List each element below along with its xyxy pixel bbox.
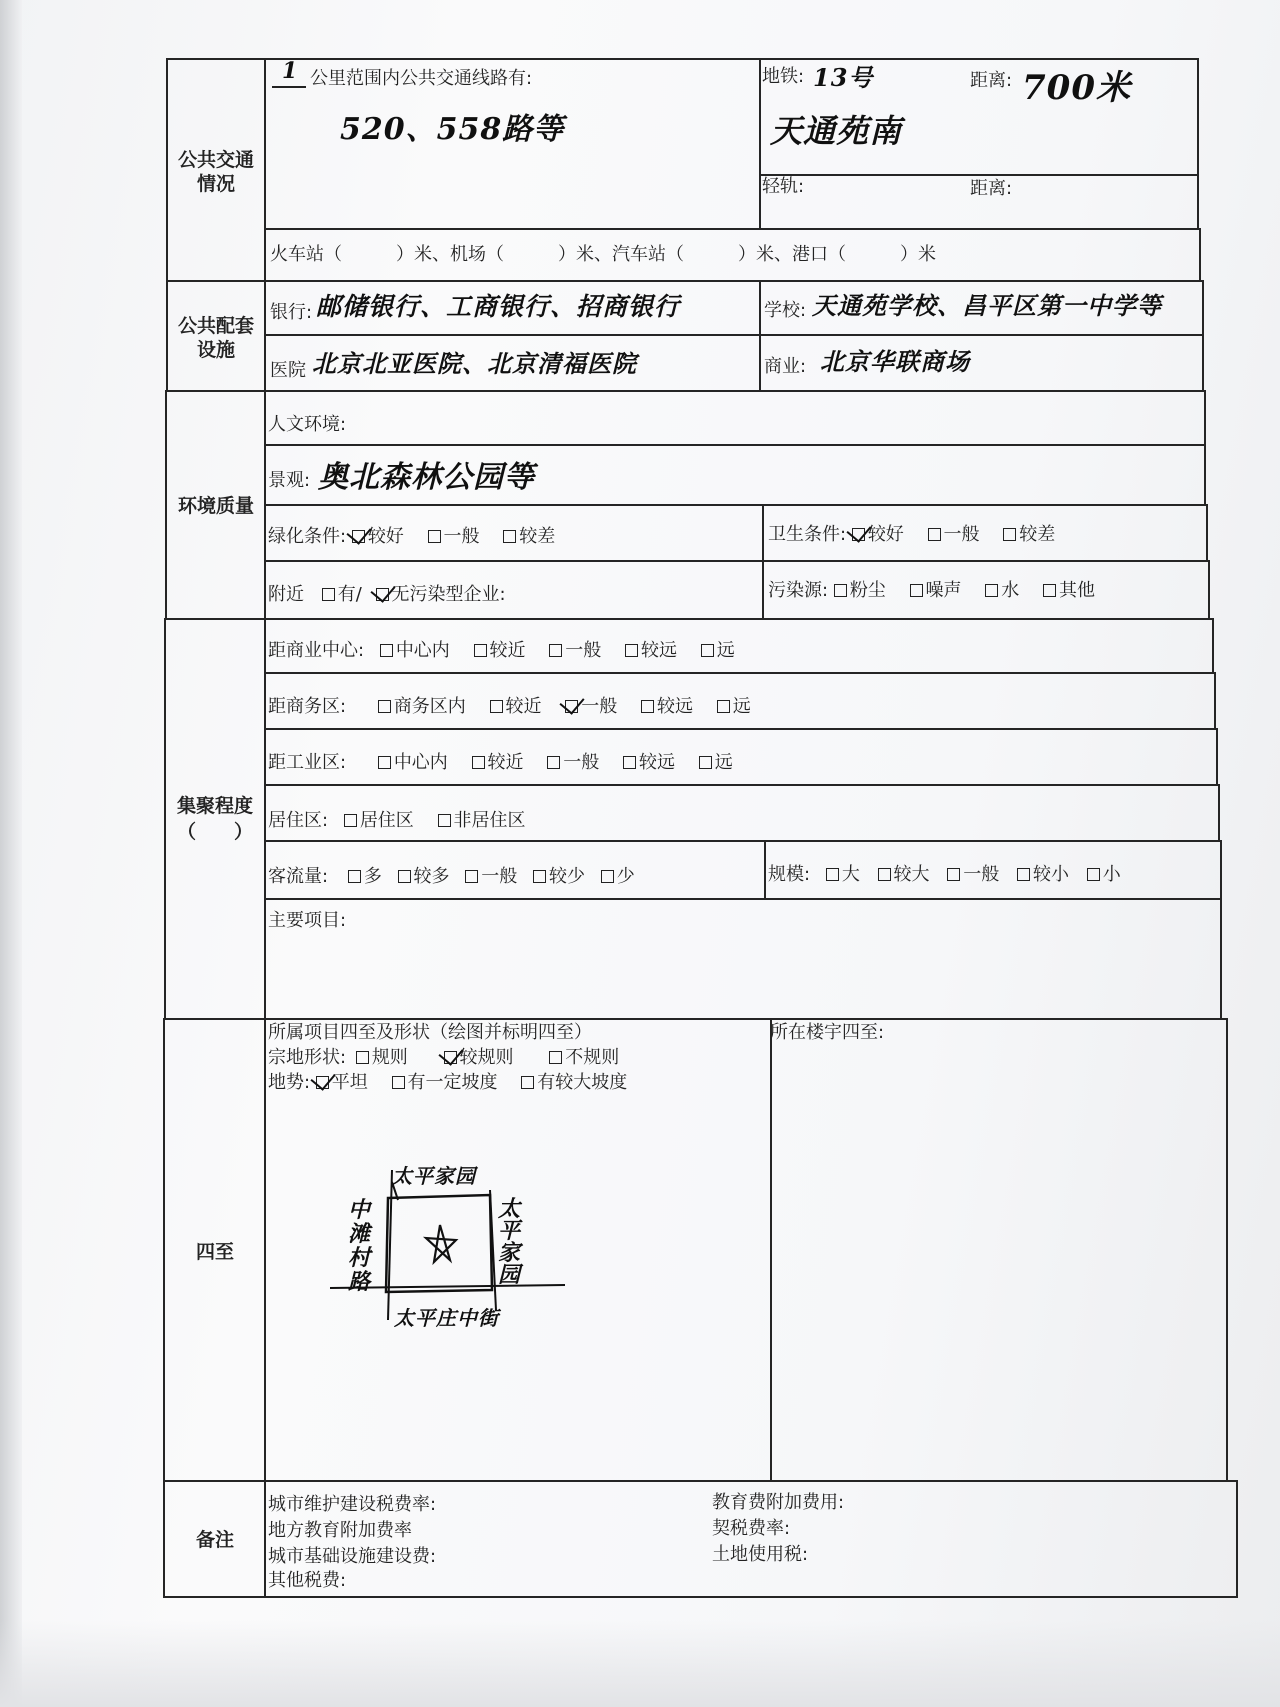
checkbox[interactable] bbox=[717, 700, 730, 713]
land-tax: 土地使用税: bbox=[712, 1544, 809, 1565]
scale-label: 规模: bbox=[768, 864, 811, 885]
green-option-good[interactable]: 较好 bbox=[352, 522, 404, 548]
light-rail-label: 轻轨: bbox=[762, 176, 805, 197]
bank-label: 银行: bbox=[270, 302, 313, 323]
bus-value: 520、558路等 bbox=[340, 112, 565, 147]
nearby-no: 无污染型企业: bbox=[391, 584, 506, 605]
residential-option[interactable]: 非居住区 bbox=[438, 806, 526, 832]
commercial-option[interactable]: 远 bbox=[701, 636, 735, 662]
checkbox[interactable] bbox=[322, 588, 335, 601]
residential-label: 居住区: bbox=[268, 810, 329, 831]
industrial-option[interactable]: 较远 bbox=[623, 748, 675, 774]
commercial-option[interactable]: 较远 bbox=[625, 636, 677, 662]
commercial-option[interactable]: 中心内 bbox=[380, 636, 450, 662]
checkbox[interactable] bbox=[533, 870, 546, 883]
pollution-option-noise[interactable]: 噪声 bbox=[910, 576, 962, 602]
commercial-option[interactable]: 一般 bbox=[549, 636, 601, 662]
checkbox-checked[interactable] bbox=[316, 1076, 329, 1089]
business-option[interactable]: 较远 bbox=[641, 692, 693, 718]
nearby-yes: 有/ bbox=[337, 584, 362, 605]
checkbox[interactable] bbox=[472, 756, 485, 769]
subway-label: 地铁: bbox=[762, 66, 805, 87]
sanitation-row bbox=[768, 520, 1073, 546]
checkbox[interactable] bbox=[438, 814, 451, 827]
shape-title: 所属项目四至及形状（绘图并标明四至） bbox=[268, 1022, 592, 1043]
sketch-south: 太平庄中街 bbox=[394, 1306, 499, 1330]
landscape-value: 奥北森林公园等 bbox=[318, 460, 535, 495]
checkbox[interactable] bbox=[521, 1076, 534, 1089]
industrial-option[interactable]: 中心内 bbox=[378, 748, 448, 774]
shape-option[interactable]: 不规则 bbox=[549, 1043, 619, 1069]
pollution-option-dust[interactable]: 粉尘 bbox=[834, 576, 886, 602]
industrial-option[interactable]: 较近 bbox=[472, 748, 524, 774]
checkbox[interactable] bbox=[490, 700, 503, 713]
sketch-east: 太平家园 bbox=[498, 1196, 522, 1288]
checkbox[interactable] bbox=[503, 530, 516, 543]
terrain-row bbox=[268, 1068, 645, 1094]
projects-cell bbox=[264, 898, 1222, 1020]
industrial-option[interactable]: 一般 bbox=[547, 748, 599, 774]
checkbox[interactable] bbox=[1003, 528, 1016, 541]
bank-value: 邮储银行、工商银行、招商银行 bbox=[316, 292, 681, 321]
checkbox-checked[interactable] bbox=[444, 1051, 457, 1064]
business-option[interactable]: 商务区内 bbox=[378, 692, 466, 718]
commerce-value: 北京华联商场 bbox=[820, 347, 970, 376]
industrial-option[interactable]: 远 bbox=[699, 748, 733, 774]
page-bottom-shadow bbox=[0, 1620, 1280, 1707]
hospital-label: 医院 bbox=[270, 360, 306, 381]
sanitation-label: 卫生条件: bbox=[768, 524, 847, 545]
notes-section-label: 备注 bbox=[195, 1529, 234, 1551]
green-row bbox=[268, 522, 573, 548]
agglomeration-section-label: 集聚程度 bbox=[176, 795, 253, 817]
scale-option[interactable]: 大 bbox=[826, 860, 860, 886]
green-option-average[interactable]: 一般 bbox=[428, 522, 480, 548]
traffic-option[interactable]: 较少 bbox=[533, 862, 585, 888]
terrain-option-selected[interactable]: 平坦 bbox=[316, 1068, 368, 1094]
environment-section-label: 环境质量 bbox=[177, 495, 254, 517]
checkbox[interactable] bbox=[699, 756, 712, 769]
terrain-label: 地势: bbox=[268, 1072, 311, 1093]
edu-surcharge: 教育费附加费用: bbox=[712, 1492, 845, 1513]
agglomeration-label-cell bbox=[164, 618, 266, 1020]
checkbox[interactable] bbox=[947, 868, 960, 881]
traffic-row bbox=[268, 862, 645, 888]
sketch-west: 中滩村路 bbox=[348, 1197, 372, 1295]
projects-label: 主要项目: bbox=[268, 910, 347, 931]
residential-row bbox=[268, 806, 544, 832]
other-tax: 其他税费: bbox=[268, 1570, 347, 1591]
transport-section-label: 公共交通情况 bbox=[177, 149, 254, 195]
facilities-section-label: 公共配套设施 bbox=[177, 315, 254, 361]
checkbox[interactable] bbox=[398, 870, 411, 883]
hubs-text: 火车站（ ）米、机场（ ）米、汽车站（ ）米、港口（ ）米 bbox=[270, 244, 936, 265]
terrain-option[interactable]: 有较大坡度 bbox=[521, 1068, 627, 1094]
checkbox[interactable] bbox=[625, 644, 638, 657]
checkbox[interactable] bbox=[834, 584, 847, 597]
checkbox[interactable] bbox=[826, 868, 839, 881]
culture-cell bbox=[264, 390, 1206, 446]
business-label: 距商务区: bbox=[268, 696, 347, 717]
agglomeration-paren: （ ） bbox=[176, 821, 253, 843]
boundaries-section-label: 四至 bbox=[195, 1241, 234, 1263]
nearby-row bbox=[268, 580, 506, 606]
sanitation-option-poor[interactable]: 较差 bbox=[1003, 520, 1055, 546]
checkbox-checked[interactable] bbox=[352, 530, 365, 543]
school-value: 天通苑学校、昌平区第一中学等 bbox=[812, 291, 1162, 320]
nearby-prefix: 附近 bbox=[268, 584, 304, 605]
green-option-poor[interactable]: 较差 bbox=[503, 522, 555, 548]
building-boundary-cell bbox=[770, 1018, 1228, 1482]
checkbox[interactable] bbox=[928, 528, 941, 541]
checkbox[interactable] bbox=[701, 644, 714, 657]
sanitation-option-good[interactable]: 较好 bbox=[852, 520, 904, 546]
subway-distance-label: 距离: bbox=[970, 70, 1013, 91]
subway-value: 13号 bbox=[813, 63, 874, 92]
traffic-option[interactable]: 较多 bbox=[398, 862, 450, 888]
checkbox[interactable] bbox=[1043, 584, 1056, 597]
traffic-option[interactable]: 少 bbox=[601, 862, 635, 888]
subway-distance-value: 700米 bbox=[1022, 68, 1131, 108]
scale-option[interactable]: 较大 bbox=[878, 860, 930, 886]
checkbox[interactable] bbox=[428, 530, 441, 543]
checkbox[interactable] bbox=[623, 756, 636, 769]
industrial-row bbox=[268, 748, 751, 774]
light-rail-distance-label: 距离: bbox=[970, 178, 1013, 199]
scale-option[interactable]: 较小 bbox=[1017, 860, 1069, 886]
checkbox-checked[interactable] bbox=[376, 588, 389, 601]
commercial-label: 距商业中心: bbox=[268, 640, 365, 661]
commercial-option[interactable]: 较近 bbox=[474, 636, 526, 662]
deed-tax: 契税费率: bbox=[712, 1518, 791, 1539]
traffic-option[interactable]: 多 bbox=[348, 862, 382, 888]
subway-station: 天通苑南 bbox=[770, 112, 903, 150]
pollution-option-water[interactable]: 水 bbox=[985, 576, 1019, 602]
green-label: 绿化条件: bbox=[268, 526, 347, 547]
scale-row bbox=[768, 860, 1133, 886]
sketch-north: 太平家园 bbox=[392, 1164, 476, 1188]
shape-label: 宗地形状: bbox=[268, 1047, 347, 1068]
scale-option[interactable]: 小 bbox=[1087, 860, 1121, 886]
industrial-label: 距工业区: bbox=[268, 752, 347, 773]
star-icon bbox=[426, 1225, 456, 1262]
commercial-row bbox=[268, 636, 753, 662]
commerce-label: 商业: bbox=[764, 356, 807, 377]
checkbox[interactable] bbox=[547, 756, 560, 769]
business-option[interactable]: 远 bbox=[717, 692, 751, 718]
culture-label: 人文环境: bbox=[268, 414, 347, 435]
checkbox[interactable] bbox=[878, 868, 891, 881]
checkbox[interactable] bbox=[601, 870, 614, 883]
checkbox[interactable] bbox=[344, 814, 357, 827]
sketch-left-line bbox=[388, 1170, 392, 1320]
checkbox[interactable] bbox=[474, 644, 487, 657]
local-edu: 地方教育附加费率 bbox=[268, 1520, 412, 1541]
sketch-square bbox=[386, 1195, 492, 1292]
checkbox[interactable] bbox=[1017, 868, 1030, 881]
traffic-label: 客流量: bbox=[268, 866, 329, 887]
checkbox[interactable] bbox=[465, 870, 478, 883]
shape-option[interactable]: 规则 bbox=[356, 1043, 408, 1069]
business-row bbox=[268, 692, 769, 718]
terrain-option[interactable]: 有一定坡度 bbox=[392, 1068, 498, 1094]
building-boundary-label: 所在楼宇四至: bbox=[770, 1022, 885, 1043]
landscape-label: 景观: bbox=[268, 470, 311, 491]
checkbox[interactable] bbox=[910, 584, 923, 597]
paper-edge bbox=[0, 0, 22, 1707]
business-option[interactable]: 较近 bbox=[490, 692, 542, 718]
checkbox[interactable] bbox=[641, 700, 654, 713]
checkbox-checked[interactable] bbox=[852, 528, 865, 541]
checkbox[interactable] bbox=[549, 644, 562, 657]
residential-option[interactable]: 居住区 bbox=[344, 806, 414, 832]
scale-option[interactable]: 一般 bbox=[947, 860, 999, 886]
checkbox[interactable] bbox=[1087, 868, 1100, 881]
radius-value: 1 bbox=[282, 58, 299, 84]
business-option-selected[interactable]: 一般 bbox=[565, 692, 617, 718]
pollution-option-other[interactable]: 其他 bbox=[1043, 576, 1095, 602]
hospital-value: 北京北亚医院、北京清福医院 bbox=[312, 349, 637, 378]
shape-option-selected[interactable]: 较规则 bbox=[444, 1043, 514, 1069]
checkbox[interactable] bbox=[380, 644, 393, 657]
urban-tax: 城市维护建设税费率: bbox=[268, 1494, 437, 1515]
checkbox[interactable] bbox=[348, 870, 361, 883]
pollution-row bbox=[768, 576, 1113, 602]
school-label: 学校: bbox=[764, 300, 807, 321]
checkbox[interactable] bbox=[378, 756, 391, 769]
checkbox-checked[interactable] bbox=[565, 700, 578, 713]
checkbox[interactable] bbox=[356, 1051, 369, 1064]
checkbox[interactable] bbox=[549, 1051, 562, 1064]
checkbox[interactable] bbox=[392, 1076, 405, 1089]
traffic-option[interactable]: 一般 bbox=[465, 862, 517, 888]
checkbox[interactable] bbox=[985, 584, 998, 597]
infra-fee: 城市基础设施建设费: bbox=[268, 1546, 437, 1567]
bus-label: 公里范围内公共交通线路有: bbox=[310, 68, 533, 89]
checkbox[interactable] bbox=[378, 700, 391, 713]
sanitation-option-average[interactable]: 一般 bbox=[928, 520, 980, 546]
pollution-label: 污染源: bbox=[768, 580, 829, 601]
